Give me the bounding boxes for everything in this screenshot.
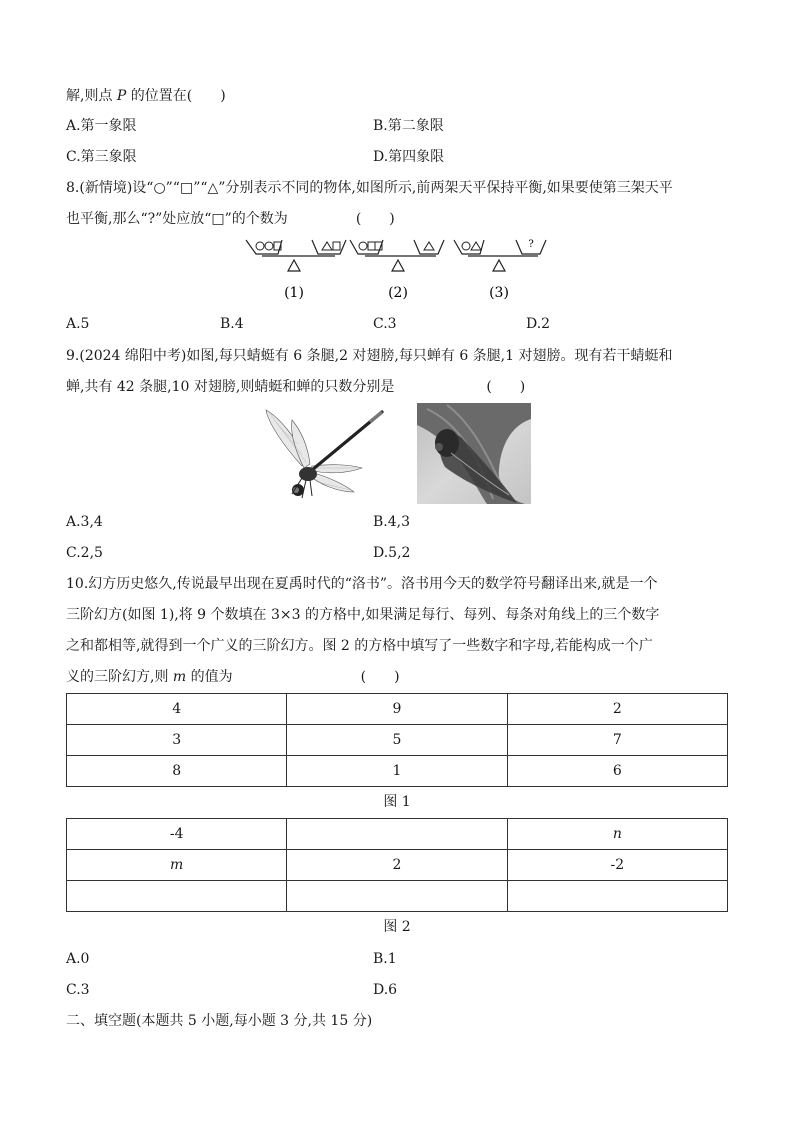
circle-shape [359,242,367,250]
triangle-shape [424,242,434,250]
table-cell: 6 [507,756,727,787]
q8-stem-line1: 8.(新情境)设“○”“□”“△”分别表示不同的物体,如图所示,前两架天平保持平衡,如果要使第三架天平 [66,180,673,196]
table-cell: 2 [287,850,507,881]
table-cell: -4 [67,819,287,850]
q9-stem-line2: 蝉,共有 42 条腿,10 对翅膀,则蜻蜓和蝉的只数分别是 ( ) [66,379,526,395]
q10-option-c[interactable]: C.3 [66,982,90,998]
table-cell: 7 [507,725,727,756]
table-cell [67,881,287,912]
table-row [67,725,728,756]
triangle-shape [322,242,332,250]
q10-stem-line1: 10.幻方历史悠久,传说最早出现在夏禹时代的“洛书”。洛书用今天的数学符号翻译出来,就是一个 [66,576,658,592]
q9-stem-line1: 9.(2024 绵阳中考)如图,每只蜻蜓有 6 条腿,2 对翅膀,每只蝉有 6 条腿,1 对翅膀。现有若干蜻蜓和 [66,348,673,364]
dragonfly-image [262,404,392,504]
balance-scales-figure [0,236,794,306]
circle-shape [256,242,264,250]
balance-scale-3 [454,239,546,301]
q7-option-b[interactable]: B.第二象限 [373,118,444,134]
table-cell: 5 [287,725,507,756]
table-cell [287,819,507,850]
q7-option-d[interactable]: D.第四象限 [373,149,445,165]
q9-option-b[interactable]: B.4,3 [373,514,411,530]
cicada-image [417,403,531,504]
table-cell: 8 [67,756,287,787]
table-row [67,881,728,912]
q7-option-a[interactable]: A.第一象限 [66,118,137,134]
q8-option-c[interactable]: C.3 [373,316,397,332]
table-cell: 2 [507,694,727,725]
table-cell: n [507,819,727,850]
q8-option-d[interactable]: D.2 [526,316,551,332]
scale-label-1: (1) [284,285,304,301]
unknown-mark: ? [528,239,534,250]
q7-stem: 解,则点 P 的位置在( ) [66,88,226,104]
q8-option-b[interactable]: B.4 [220,316,244,332]
q10-option-a[interactable]: A.0 [66,951,90,967]
q10-stem-line3: 之和都相等,就得到一个广义的三阶幻方。图 2 的方格中填写了一些数字和字母,若能构成一个广 [66,638,653,654]
balance-scale-1 [246,240,346,301]
table-row [67,850,728,881]
scale-label-3: (3) [489,285,509,301]
circle-shape [265,242,273,250]
q8-option-a[interactable]: A.5 [66,316,90,332]
magic-square-figure-1 [66,693,728,787]
square-shape [368,242,375,250]
table-cell: 9 [287,694,507,725]
q8-stem-line2: 也平衡,那么“?”处应放“□”的个数为 ( ) [66,211,395,227]
figure-1-caption: 图 1 [383,794,411,810]
square-shape [333,242,340,250]
table-cell: 4 [67,694,287,725]
magic-square-figure-2 [66,818,728,912]
section-heading: 二、填空题(本题共 5 小题,每小题 3 分,共 15 分) [66,1013,373,1029]
circle-shape [462,242,470,250]
q9-option-a[interactable]: A.3,4 [66,514,103,530]
q7-option-c[interactable]: C.第三象限 [66,149,137,165]
q9-option-c[interactable]: C.2,5 [66,545,103,561]
table-cell [287,881,507,912]
table-cell: 3 [67,725,287,756]
table-cell: -2 [507,850,727,881]
q9-option-d[interactable]: D.5,2 [373,545,411,561]
triangle-shape [471,242,481,250]
table-row [67,819,728,850]
figure-2-caption: 图 2 [383,919,411,935]
table-cell [507,881,727,912]
table-cell: m [67,850,287,881]
q10-option-b[interactable]: B.1 [373,951,397,967]
q10-stem-line2: 三阶幻方(如图 1),将 9 个数填在 3×3 的方格中,如果满足每行、每列、每条对角线上的三个数字 [66,607,660,623]
q10-option-d[interactable]: D.6 [373,982,398,998]
scale-label-2: (2) [388,285,408,301]
q10-stem-line4: 义的三阶幻方,则 m 的值为 ( ) [66,669,400,685]
table-row [67,756,728,787]
balance-scale-2 [350,240,444,301]
table-row [67,694,728,725]
table-cell: 1 [287,756,507,787]
